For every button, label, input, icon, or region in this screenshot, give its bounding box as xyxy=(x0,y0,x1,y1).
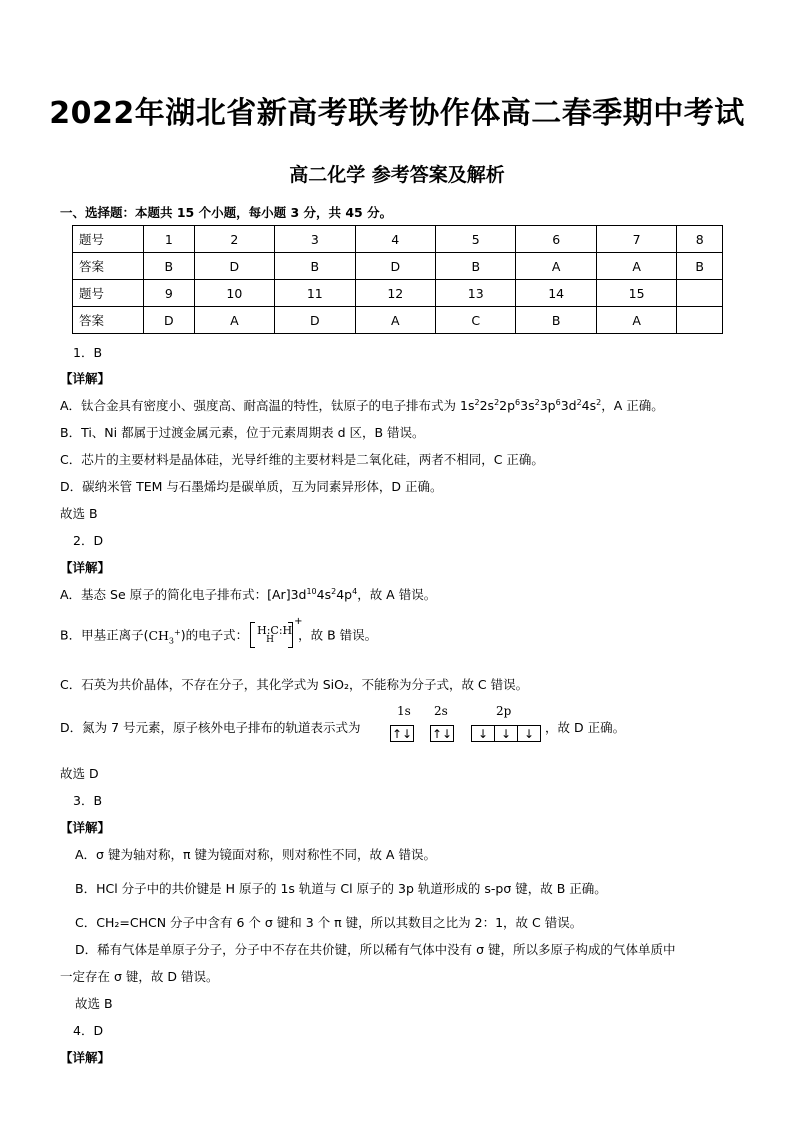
table-cell: D xyxy=(194,253,274,280)
table-cell: A xyxy=(516,253,596,280)
detail-label: 【详解】 xyxy=(60,1050,111,1065)
orbital-label: 1s xyxy=(397,704,411,718)
option-text: 一定存在 σ 键，故 D 错误。 xyxy=(60,969,219,984)
option-text: ，故 D 正确。 xyxy=(545,720,626,735)
table-cell: 13 xyxy=(436,280,516,307)
table-cell: 15 xyxy=(596,280,676,307)
table-row xyxy=(73,280,723,307)
table-cell: B xyxy=(275,253,355,280)
table-header-cell: 题号 xyxy=(73,280,144,307)
table-header-cell: 题号 xyxy=(73,226,144,253)
orbital-box: ↓ xyxy=(471,725,495,742)
option-text: B．HCl 分子中的共价键是 H 原子的 1s 轨道与 Cl 原子的 3p 轨道形成的 s-pσ 键，故 B 正确。 xyxy=(75,881,607,896)
table-cell: D xyxy=(275,307,355,334)
table-cell: D xyxy=(355,253,435,280)
option-text: C．芯片的主要材料是晶体硅，光导纤维的主要材料是二氧化硅，两者不相同，C 正确。 xyxy=(60,452,544,467)
table-cell: 14 xyxy=(516,280,596,307)
table-row xyxy=(73,226,723,253)
table-cell: 12 xyxy=(355,280,435,307)
table-row xyxy=(73,307,723,334)
option-text: A．基态 Se 原子的简化电子排布式：$[Ar]3d^{10}4s^24p^4$，故 A 错误。 xyxy=(60,586,437,602)
table-cell: 1 xyxy=(144,226,195,253)
option-text: D．氮为 7 号元素，原子核外电子排布的轨道表示式为 xyxy=(60,720,361,735)
table-cell xyxy=(677,307,723,334)
section-heading: 一、选择题：本题共 15 个小题，每小题 3 分，共 45 分。 xyxy=(60,205,393,220)
page-title: 2022年湖北省新高考联考协作体高二春季期中考试 xyxy=(49,96,745,131)
table-row xyxy=(73,253,723,280)
conclusion-text: 故选 B xyxy=(75,996,113,1011)
table-cell: A xyxy=(194,307,274,334)
table-header-cell: 答案 xyxy=(73,307,144,334)
table-cell: 10 xyxy=(194,280,274,307)
table-cell: 7 xyxy=(596,226,676,253)
table-cell: 2 xyxy=(194,226,274,253)
orbital-box: ↑↓ xyxy=(431,727,453,741)
table-cell: B xyxy=(144,253,195,280)
table-cell: 3 xyxy=(275,226,355,253)
table-header-cell: 答案 xyxy=(73,253,144,280)
detail-label: 【详解】 xyxy=(60,371,111,386)
table-cell: B xyxy=(516,307,596,334)
question-number: 1．B xyxy=(73,345,103,360)
option-text: B．Ti、Ni 都属于过渡金属元素，位于元素周期表 d 区，B 错误。 xyxy=(60,425,425,440)
answer-table xyxy=(72,225,723,334)
conclusion-text: 故选 D xyxy=(60,766,99,781)
table-cell: 6 xyxy=(516,226,596,253)
orbital-box: ↓ xyxy=(494,725,518,742)
question-number: 4．D xyxy=(73,1023,104,1038)
table-cell: 5 xyxy=(436,226,516,253)
table-cell: 11 xyxy=(275,280,355,307)
table-cell: B xyxy=(436,253,516,280)
table-cell: A xyxy=(355,307,435,334)
table-cell: 8 xyxy=(677,226,723,253)
option-text: C．石英为共价晶体，不存在分子，其化学式为 SiO₂，不能称为分子式，故 C 错误。 xyxy=(60,677,529,692)
option-text: A．σ 键为轴对称，π 键为镜面对称，则对称性不同，故 A 错误。 xyxy=(75,847,436,862)
detail-label: 【详解】 xyxy=(60,560,111,575)
table-cell: A xyxy=(596,253,676,280)
option-text: B．甲基正离子$(CH_3^+)$的电子式： H:C:H H + ，故 B 错误。 xyxy=(60,622,377,650)
option-text: D．碳纳米管 TEM 与石墨烯均是碳单质，互为同素异形体，D 正确。 xyxy=(60,479,443,494)
page-subtitle: 高二化学 参考答案及解析 xyxy=(289,164,505,186)
electron-formula: H:C:H H + xyxy=(250,622,296,650)
table-cell: B xyxy=(677,253,723,280)
conclusion-text: 故选 B xyxy=(60,506,98,521)
table-cell: 4 xyxy=(355,226,435,253)
table-cell xyxy=(677,280,723,307)
question-number: 3．B xyxy=(73,793,103,808)
option-text: C．CH₂=CHCN 分子中含有 6 个 σ 键和 3 个 π 键，所以其数目之比为 2：1，故 C 错误。 xyxy=(75,915,583,930)
orbital-box: ↓ xyxy=(517,725,541,742)
orbital-label: 2p xyxy=(496,704,512,718)
orbital-label: 2s xyxy=(434,704,448,718)
table-cell: D xyxy=(144,307,195,334)
table-cell: A xyxy=(596,307,676,334)
table-cell: C xyxy=(436,307,516,334)
orbital-box: ↑↓ xyxy=(391,727,413,741)
table-cell: 9 xyxy=(144,280,195,307)
question-number: 2．D xyxy=(73,533,104,548)
detail-label: 【详解】 xyxy=(60,820,111,835)
option-text: A．钛合金具有密度小、强度高、耐高温的特性，钛原子的电子排布式为 $1s^22s^22p^63s^23p^63d^24s^2$，A 正确。 xyxy=(60,397,664,413)
option-text: D．稀有气体是单原子分子，分子中不存在共价键，所以稀有气体中没有 σ 键，所以多原子构成的气体单质中 xyxy=(75,942,676,957)
